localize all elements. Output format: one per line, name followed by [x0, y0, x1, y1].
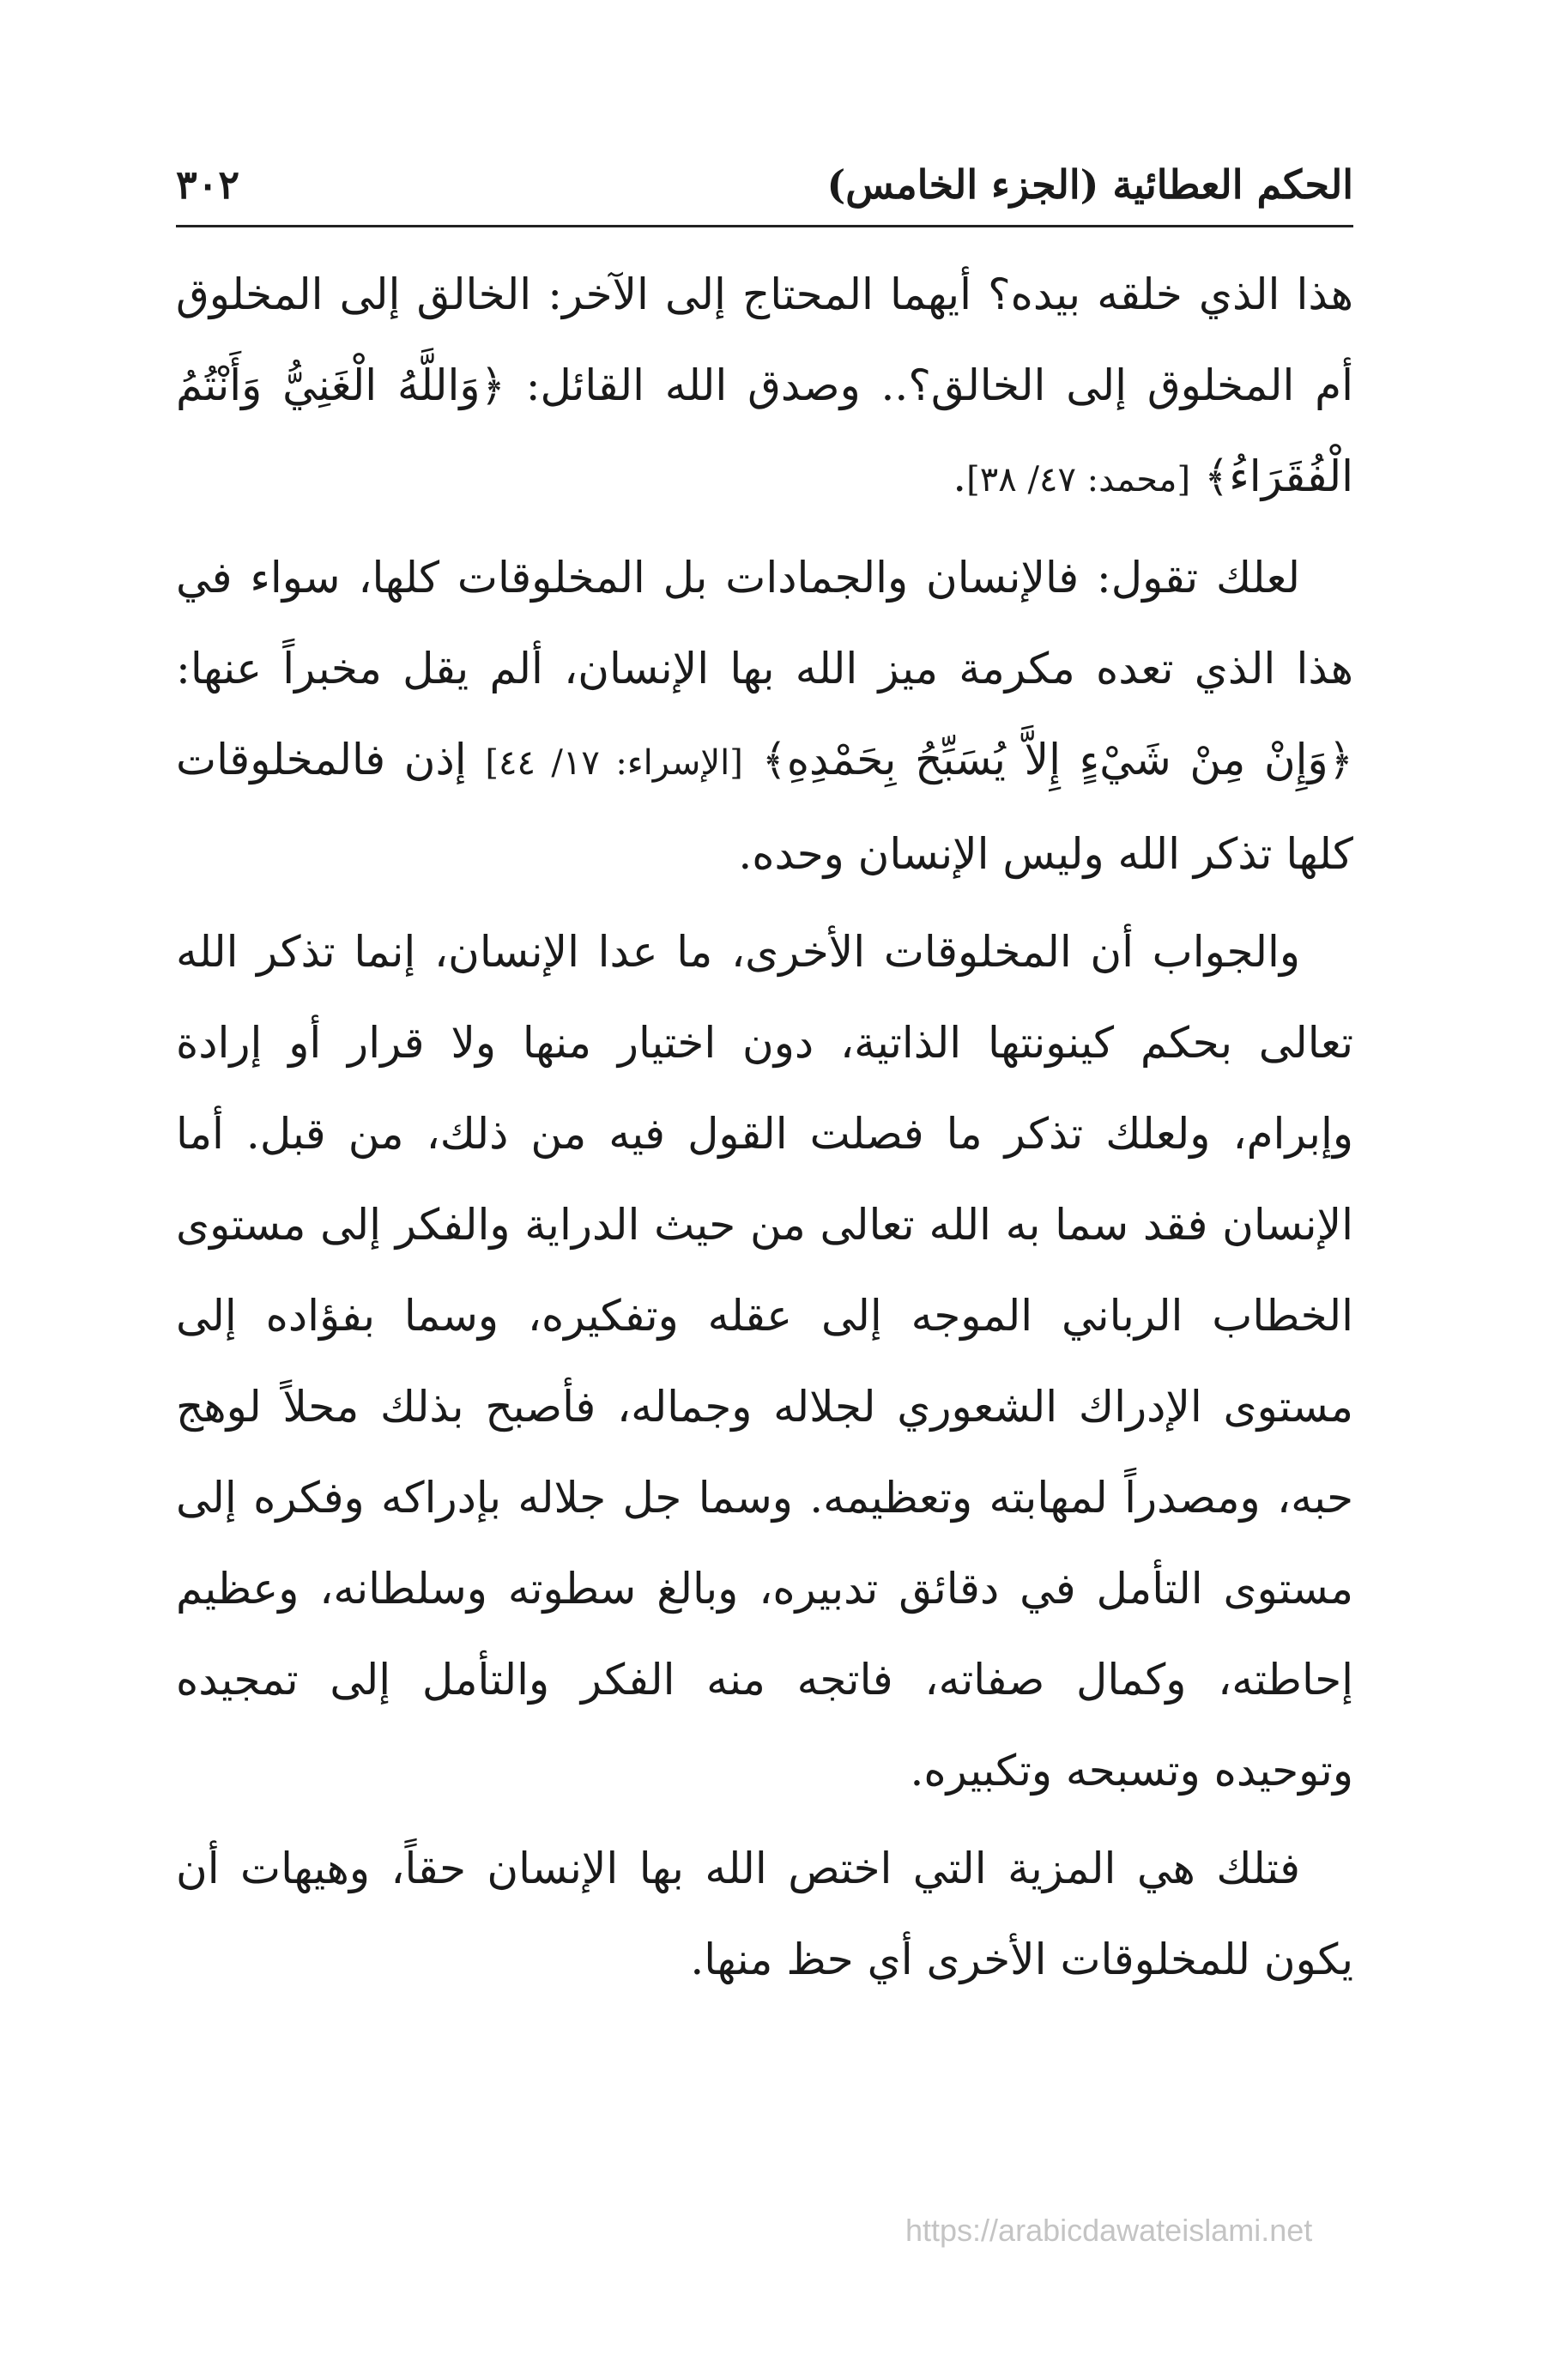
- paragraph-3-text-1: والجواب أن المخلوقات الأخرى، ما عدا الإنسان، إنما تذكر الله تعالى بحكم كينونتها الذاتية، دون اختيار منها ولا قرار أو إرادة وإبرام، ولعلك تذكر ما فصلت القول فيه من ذلك، من قبل. أما الإنسان فقد سما به الله تعالى من حيث الدراية والفكر إلى مستوى الخطاب الرباني الموجه إلى عقله وتفكيره، وسما بفؤاده إلى مستوى الإدراك الشعوري لجلاله وجماله، فأصبح بذلك محلاً لوهج حبه، ومصدراً لمهابته وتعظيمه. وسما جل جلاله بإدراكه وفكره إلى مستوى التأمل في دقائق تدبيره، وبالغ سطوته وسلطانه، وعظيم إحاطته، وكمال صفاته، فاتجه منه الفكر والتأمل إلى تمجيده وتوحيده وتسبحه وتكبيره.: [176, 927, 1353, 1796]
- header-divider: [176, 225, 1353, 227]
- paragraph-1: [176, 249, 1353, 525]
- paragraph-1-text-1: هذا الذي خلقه بيده؟ أيهما المحتاج إلى الآخر: الخالق إلى المخلوق أم المخلوق إلى الخالق؟.. وصدق الله القائل:: [176, 269, 1353, 410]
- quran-verse-2: ﴿وَإِنْ مِنْ شَيْءٍ إِلاَّ يُسَبِّحُ بِحَمْدِهِ﴾: [761, 735, 1353, 784]
- running-header-title: الحكم العطائية (الجزء الخامس): [826, 161, 1353, 208]
- paragraph-1-text-3: .: [953, 451, 967, 501]
- paragraph-1-text-2: [1190, 451, 1204, 501]
- paragraph-2-text-1: لعلك تقول: فالإنسان والجمادات بل المخلوقات كلها، سواء في هذا الذي تعده مكرمة ميز الله بها الإنسان، ألم يقل مخبراً عنها:: [176, 553, 1353, 693]
- running-header: [176, 154, 1353, 223]
- paragraph-2: [176, 532, 1353, 899]
- quran-verse-1: ﴿وَاللَّهُ الْغَنِيُّ وَأَنْتُمُ الْفُقَرَاءُ﴾: [176, 360, 1353, 501]
- paragraph-4: [176, 1823, 1353, 2005]
- verse-citation-1: [محمد: ٤٧/ ٣٨]: [966, 460, 1191, 500]
- paragraph-4-text-1: فتلك هي المزية التي اختص الله بها الإنسان حقاً، وهيهات أن يكون للمخلوقات الأخرى أي حظ منها.: [176, 1844, 1353, 1984]
- verse-citation-2: [الإسراء: ١٧/ ٤٤]: [485, 743, 743, 783]
- paragraph-2-text-3: إذن فالمخلوقات كلها تذكر الله وليس الإنسان وحده.: [176, 735, 1353, 879]
- page-number: ٣٠٢: [176, 161, 240, 208]
- paragraph-2-text-2: [743, 735, 762, 784]
- website-watermark: https://arabicdawateislami.net: [905, 2213, 1313, 2248]
- body-text: [176, 249, 1353, 2012]
- paragraph-3: [176, 906, 1353, 1816]
